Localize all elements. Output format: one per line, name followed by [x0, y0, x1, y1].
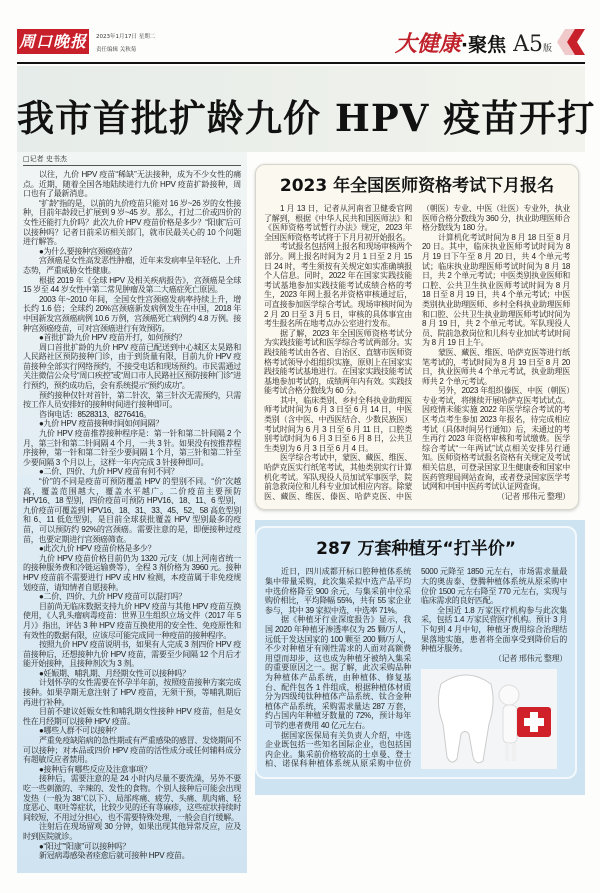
paragraph: 考试报名包括网上报名和现场审核两个部分。网上报名时间为 2 月 1 日至 2 月 15 日 24 时，考生须按有关规定如实准确填报个人信息。同时，2022 年在国家实践技能考试基地参加实践技能考试成绩合格的考生，2023 年网上报名并资格审核通过后，可直接参加医学综合考试。现场审核时间为 2 月 20 日至 3 月 5 日，审核的具体事宜由考生报名所在地考点办公室进行发布。 [264, 242, 412, 329]
paragraph: 蒙医、藏医、维医、哈萨克医等进行纸笔考试的，考试时间为 8 月 19 日至 8 月 20 日，执业医师共 4 个单元考试，执业助理医师共 2 个单元考试。 [422, 347, 570, 386]
dental-article-box [255, 526, 577, 779]
question-heading: ●“阳过”“阳康”可以接种吗？ [39, 841, 130, 851]
question-heading: ●二价、四价、九价 HPV 疫苗可以混打吗？ [39, 592, 187, 602]
paragraph: 计算机化考试时间为 8 月 18 日至 8 月 20 日。其中，临床执业医师考试时间为 8 月 19 日下午至 8 月 20 日，共 4 个单元考试；临床执业助理医师考试时间为 8 月 18 日，共 2 个单元考试；中医类别执业医师和口腔、公共卫生执业医师考试时间为 8 月 18 日至 8 月 19 日，共 4 个单元考试；中医类别执业助理医师、乡村全科执业助理医师和口腔、公共卫生执业助理医师考试时间为 8 月 19 日，共 2 个单元考试。军队现役人员、院前急救岗位和儿科专业加试考试时间为 8 月 19 日上午。 [422, 232, 570, 348]
paragraph: 计划怀孕的女性需要在怀孕半年前，按照疫苗接种方案完成接种。如果孕期无意注射了 HPV 疫苗，无须干预，等哺乳期后再进行补种。 [23, 678, 241, 707]
section-sub: ·聚焦 [460, 34, 507, 56]
paragraph: 接种后，需要注意的是 24 小时内尽量不要洗澡，另外不要吃一些刺激的、辛辣的、发性的食物。个别人接种后可能会出现发热（一般为 38℃以下）、局部疼痛、疲劳、头痛、肌肉痛、轻度恶心、呕吐等症状，比较少见的还有荨麻疹，这些症状持续时间较短，不用过分担心，也不需要特殊处理，一般会自行缓解。 [23, 774, 241, 822]
chevron-left-icon [555, 29, 585, 55]
paragraph: 宫颈癌是女性高发恶性肿瘤，近年来发病率呈年轻化、上升态势，严重威胁女性健康。 [23, 256, 241, 275]
paragraph: 新冠病毒感染者痊愈后就可接种 HPV 疫苗。 [39, 851, 190, 861]
paragraph: “扩龄”指的是，以前的九价疫苗只能对 16 岁~26 岁的女性接种，目前年龄段已扩展到 9 岁~45 岁。那么，打过二价或四价的女性还能打九价吗？此次九价 HPV 疫苗价格是多少？“阳康”后可以接种吗？记者日前采访相关部门，就市民最关心的 10 个问题进行解答。 [23, 198, 241, 247]
paragraph: 据了解，2023 年全国医师资格考试分为实践技能考试和医学综合考试两部分。实践技能考试由各省、自治区、直辖市医师资格考试领导小组组织实施，原则上在国家实践技能考试基地进行。在国家实践技能考试基地参加考试的，成绩两年内有效。实践技能考试合格分数线为 60 分。 [264, 328, 412, 396]
signature: （记者 邢伟元 整理） [496, 491, 570, 501]
paragraph: 目前不建议妊娠女性和哺乳期女性接种 HPV 疫苗，但是女性在月经期可以接种 HPV 疫苗。 [23, 707, 241, 726]
exam-article-title: 2023 年全国医师资格考试下月报名 [279, 176, 555, 196]
paragraph: 据国家医保局有关负责人介绍，中选企业既包括一些知名国际企业，也包括国内企业。集采前价格较高的士卓曼、登士柏、诺保科种植体系统从原采购中位价 5000 元降至 1850 元左右，市场需求量最大的奥齿泰、登腾种植体系统从原采购中位价 1500 元左右降至 770 元左右，实现与临床需求的良好匹配。 [265, 567, 567, 769]
paragraph: “价”的不同是疫苗可预防覆盖 HPV 的型别不同。“价”次越高，覆盖范围越大，覆盖水平越广。二价疫苗主要预防 HPV16、18 型别，四价疫苗可预防 HPV16、18、11、6 型别，九价疫苗可覆盖到 HPV16、18、31、33、45、52、58 高危型别和 6、11 低危型别，是目前全球获批覆盖 HPV 型别最多的疫苗，可以预防约 92%的宫颈癌。需要注意的是，即便接种过疫苗，也要定期进行宫颈癌筛查。 [23, 477, 241, 544]
paragraph: 据《种植牙行业深度报告》显示，我国 2020 年种植牙渗透率仅为 25 颗/万人，远低于发达国家的 100 颗至 200 颗/万人，不少对种植牙有刚性需求的人面对高额费用望而却步，这也成为种植牙被纳入集采的重要原因之一。据了解，此次采购品种为种植体产品系统，由种植体、修复基台、配件包各 1 件组成，根据种植体材质分为四级纯钛种植体产品系统、钛合金种植体产品系统，采购需求量达 287 万套，约占国内年种植牙数量的 72%，预计每年可节约患者费用 40 亿元左右。 [265, 615, 411, 730]
paragraph: 按照九价 HPV 疫苗说明书，如果有人完成 3 剂四价 HPV 疫苗接种后，还想接种九价 HPV 疫苗，需要至少间隔 12 个月后才能开始接种，且接种剂次为 3 剂。 [23, 640, 241, 669]
paragraph: 1 月 13 日，记者从河南省卫健委官网了解到，根据《中华人民共和国医师法》和《医师资格考试暂行办法》规定，2023 年全国医师资格考试将于下月月初开始报名。 [264, 204, 412, 242]
section-header [330, 27, 552, 58]
page-suffix: 版 [542, 44, 552, 54]
question-heading: ●二价、四价、九价 HPV 疫苗有何不同？ [39, 467, 179, 477]
paragraph: 咨询电话：8528313、8276416。 [39, 409, 151, 419]
paragraph: 注射后在现场留观 30 分钟，如果出现其他异常反应，应及时到医院就诊。 [23, 822, 241, 841]
right-column [255, 152, 585, 795]
paragraph: 另外，2023 年组织傣医、中医（朝医）专业考试，将继续开展哈萨克医考试试点。因疫情未能实施 2022 年医学综合考试的考区考点考生参加 2023 年报名，待完成相应考试（具体时间另行通知）后，未通过的考生再行 2023 年资格审核和考试缴费。医学综合考试“一年两试”试点相关安排另行通知。医师资格考试报名资格有关规定及考试相关信息，可登录国家卫生健康委和国家中医药管理局网站查询，或者登录国家医学考试网和中国中医药考试认证网查询。 [422, 386, 570, 492]
paragraph: 目前尚无临床数据支持九价 HPV 疫苗与其他 HPV 疫苗互换使用，《人乳头瘤病毒疫苗：世界卫生组织立场文件（2017 年 5 月）》指出，评估 3 种 HPV 疫苗互换使用的安全性、免疫原性和有效性的数据有限，应该尽可能完成同一种疫苗的接种程序。 [23, 601, 241, 640]
paragraph: 2003 年~2010 年间，全国女性宫颈癌发病率持续上升，增长约 1.6 倍；全球约 20%宫颈癌新发病例发生在中国，2018 年中国新发宫颈癌病例 10.6 万例，宫颈癌死亡病例约 4.8 万例。接种宫颈癌疫苗，可对宫颈癌进行有效预防。 [23, 294, 241, 333]
issue-date: 2023年1月17日 星期二 [96, 34, 156, 40]
responsible-editor: 责任编辑 关秋菊 [96, 47, 137, 53]
dental-article-panel [255, 520, 585, 795]
question-heading: ●哪些人群不可以接种？ [39, 726, 121, 736]
paragraph: 九价 HPV 疫苗价格目前仍为 1320 元/支（加上河南省统一的接种服务费和冷链运输费等），全程 3 剂价格为 3960 元。接种 HPV 疫苗前不需要进行 HPV 或 HIV 检测，本疫苗属于非免疫规划疫苗，请知情者自愿接种。 [23, 553, 241, 592]
paragraph: 近日，四川成都开标口腔种植体系统集中带量采购，此次集采拟中选产品平均中选价格降至 900 余元，与集采前中位采购价相比，平均降幅 55%，共有 55 家企业参与，其中 39 家拟中选，中选率 71%。 [265, 567, 411, 615]
paragraph: 全国近 1.8 万家医疗机构参与此次集采，包括 1.4 万家民营医疗机构。预计 3 月下旬到 4 月中旬，种植牙费用综合治理结果落地实施，患者将全面享受到降价后的种植牙服务。 [421, 605, 567, 654]
paragraph: 医学综合考试中，蒙医、藏医、维医、哈萨克医实行纸笔考试，其他类别实行计算机化考试。军队现役人员加试军事医学，院前急救岗位和儿科专业加试相应内容。除蒙医、藏医、维医、傣医、哈萨克医、中医（朝医）专业、中医（壮医）专业外，执业医师合格分数线为 360 分，执业助理医师合格分数线为 180 分。 [264, 204, 570, 501]
page-body [17, 152, 585, 873]
signature: （记者 邢伟元 整理） [493, 653, 567, 663]
left-article-panel [17, 152, 247, 873]
exam-article-box [255, 164, 579, 510]
dental-article-body [265, 567, 567, 769]
question-heading: ●此次九价 HPV 疫苗价格是多少？ [39, 544, 156, 554]
newspaper-logo: 周口晚报 [17, 29, 89, 54]
page-headline: 我市首批扩龄九价 HPV 疫苗开打 [17, 96, 596, 140]
paragraph: 九价 HPV 疫苗推荐接种程序是：第一针和第二针间隔 2 个月，第三针和第二针间隔 4 个月，一共 3 针。如果没有按推荐程序接种，第一针和第二针至少要间隔 1 个月，第三针和第二针至少要间隔 3 个月以上，这样一年内完成 3 针接种即可。 [23, 429, 241, 467]
section-name: 大健康 [394, 31, 461, 57]
question-heading: ●九价 HPV 疫苗接种时间如何间隔？ [39, 419, 164, 429]
page-number: A5 [513, 32, 543, 57]
hpv-article-body [23, 170, 241, 861]
question-heading: ●首批扩龄九价 HPV 疫苗开打，如何预约？ [39, 333, 187, 343]
question-heading: ●接种后有哪些反应及注意事项？ [39, 764, 152, 774]
byline: □记者 史书杰 [23, 154, 241, 166]
paragraph: 周口首批扩龄的九价 HPV 疫苗已配送到中心城区太昊路和人民路社区预防接种门诊，由于到货量有限，目前九价 HPV 疫苗接种全部实行网络预约，不接受电话和现场预约。市民需通过关注微信公众号“周口疾控”或“周口市人民路社区预防接种门诊”进行预约，预约成功后，会有系统提示“预约成功”。 [23, 342, 241, 391]
question-heading: ●为什么要接种宫颈癌疫苗？ [39, 246, 136, 256]
paragraph: 以往，九价 HPV 疫苗“稀缺”无法接种，成为不少女性的痛点。近期，随着全国各地陆续进行九价 HPV 疫苗扩龄接种，周口也有了最新消息。 [23, 170, 241, 199]
paragraph: 预约接种仅针对首针，第二针次、第三针次无需预约，只需按工作人员安排好的接种时间进行接种即可。 [23, 390, 241, 410]
exam-article-body [264, 204, 570, 501]
paragraph: 根据 2019 年《全球 HPV 及相关疾病报告》，宫颈癌是全球 15 岁至 44 岁女性中第二常见肿瘤及第二大癌症死亡原因。 [23, 275, 241, 295]
question-heading: ●妊娠期、哺乳期、月经期女性可以接种吗？ [39, 668, 190, 678]
paragraph: 其中，临床类别、乡村全科执业助理医师考试时间为 6 月 3 日至 6 月 14 日，中医类别（含中医、中西医结合、少数民族医）考试时间为 6 月 3 日至 6 月 11 日，口腔类别考试时间为 6 月 3 日至 6 月 8 日，公共卫生类别为 6 月 3 日至 6 月 4 日。 [264, 395, 412, 453]
header-rule [17, 62, 585, 64]
tooth-illustration [421, 669, 557, 769]
dental-article-title: 287 万套种植牙“打半价” [316, 539, 516, 560]
paragraph: 严重免疫缺陷病的急性期或有严重感染的感冒、发烧期间不可以接种；对本品或四价 HPV 疫苗的活性成分或任何辅料成分有超敏反应者禁用。 [23, 736, 241, 765]
